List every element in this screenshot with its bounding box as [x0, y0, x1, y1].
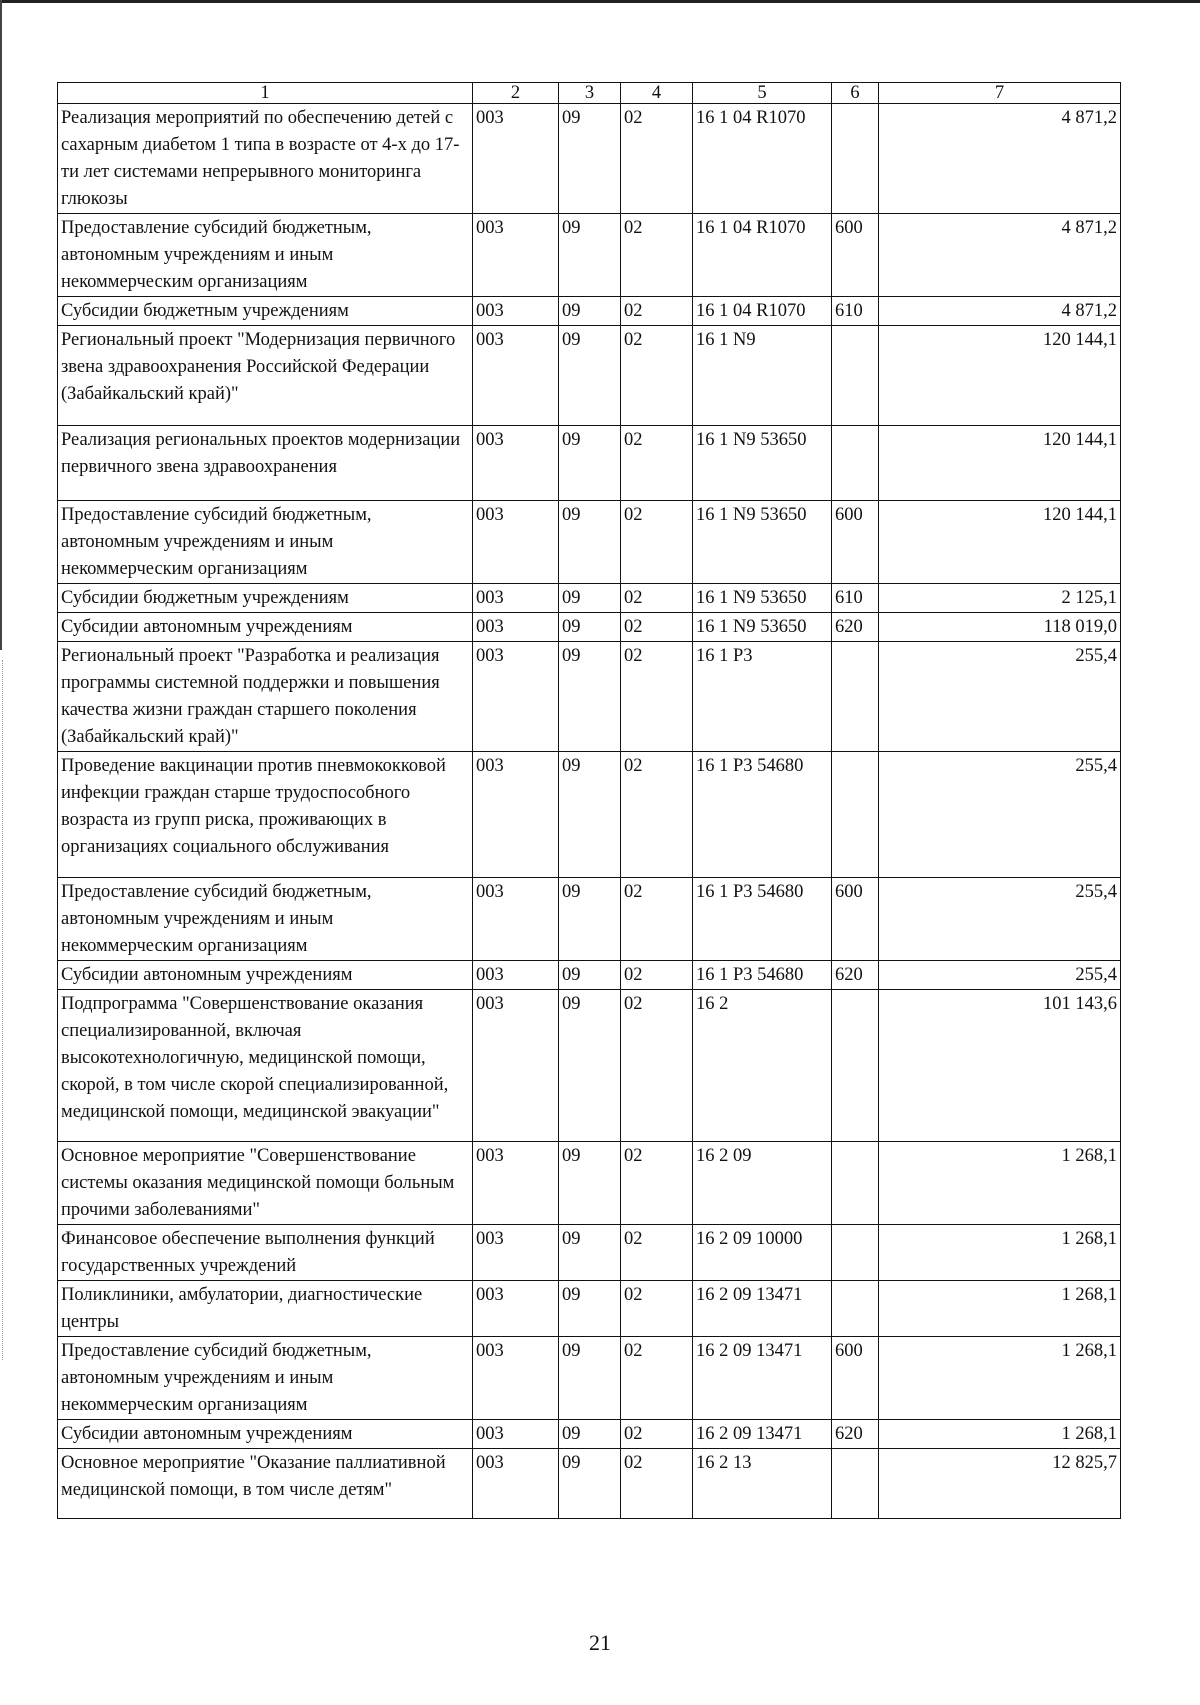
section-code-cell: 09: [559, 1281, 621, 1337]
activity-name-cell: Субсидии автономным учреждениям: [58, 613, 473, 642]
table-row: [58, 214, 1121, 297]
ministry-code-cell: 003: [473, 214, 559, 297]
expense-type-cell: [832, 1225, 879, 1281]
section-code-cell: 09: [559, 990, 621, 1142]
section-code-cell: 09: [559, 1449, 621, 1519]
subsection-code-cell: 02: [621, 326, 693, 426]
activity-name-cell: Финансовое обеспечение выполнения функций государственных учреждений: [58, 1225, 473, 1281]
section-code-cell: 09: [559, 584, 621, 613]
amount-cell: 120 144,1: [879, 426, 1121, 501]
expense-type-cell: [832, 1449, 879, 1519]
expense-type-cell: [832, 326, 879, 426]
expense-type-cell: 600: [832, 214, 879, 297]
section-code-cell: 09: [559, 642, 621, 752]
subsection-code-cell: 02: [621, 990, 693, 1142]
activity-name-cell: Субсидии бюджетным учреждениям: [58, 297, 473, 326]
subsection-code-cell: 02: [621, 297, 693, 326]
activity-name-cell: Субсидии автономным учреждениям: [58, 1420, 473, 1449]
ministry-code-cell: 003: [473, 426, 559, 501]
ministry-code-cell: 003: [473, 104, 559, 214]
table-row: [58, 1142, 1121, 1225]
amount-cell: 118 019,0: [879, 613, 1121, 642]
target-article-cell: 16 2 13: [693, 1449, 832, 1519]
table-row: [58, 501, 1121, 584]
table-row: [58, 1281, 1121, 1337]
target-article-cell: 16 2 09: [693, 1142, 832, 1225]
subsection-code-cell: 02: [621, 1449, 693, 1519]
amount-cell: 255,4: [879, 752, 1121, 878]
activity-name-cell: Реализация мероприятий по обеспечению детей с сахарным диабетом 1 типа в возрасте от 4-х до 17-ти лет системами непрерывного мониторинга глюкозы: [58, 104, 473, 214]
activity-name-cell: Субсидии автономным учреждениям: [58, 961, 473, 990]
activity-name-cell: Реализация региональных проектов модернизации первичного звена здравоохранения: [58, 426, 473, 501]
subsection-code-cell: 02: [621, 1142, 693, 1225]
target-article-cell: 16 1 N9 53650: [693, 501, 832, 584]
target-article-cell: 16 1 P3 54680: [693, 878, 832, 961]
expense-type-cell: 620: [832, 613, 879, 642]
table-row: [58, 297, 1121, 326]
amount-cell: 1 268,1: [879, 1142, 1121, 1225]
activity-name-cell: Субсидии бюджетным учреждениям: [58, 584, 473, 613]
section-code-cell: 09: [559, 878, 621, 961]
section-code-cell: 09: [559, 1142, 621, 1225]
target-article-cell: 16 1 N9 53650: [693, 426, 832, 501]
amount-cell: 120 144,1: [879, 501, 1121, 584]
table-row: [58, 584, 1121, 613]
amount-cell: 1 268,1: [879, 1225, 1121, 1281]
target-article-cell: 16 1 04 R1070: [693, 214, 832, 297]
activity-name-cell: Основное мероприятие "Оказание паллиативной медицинской помощи, в том числе детям": [58, 1449, 473, 1519]
expense-type-cell: [832, 642, 879, 752]
target-article-cell: 16 1 P3: [693, 642, 832, 752]
expense-type-cell: 610: [832, 297, 879, 326]
section-code-cell: 09: [559, 1337, 621, 1420]
amount-cell: 255,4: [879, 878, 1121, 961]
scan-left-edge: [0, 0, 2, 650]
ministry-code-cell: 003: [473, 1337, 559, 1420]
amount-cell: 4 871,2: [879, 297, 1121, 326]
amount-cell: 4 871,2: [879, 214, 1121, 297]
amount-cell: 101 143,6: [879, 990, 1121, 1142]
target-article-cell: 16 1 N9: [693, 326, 832, 426]
table-row: [58, 961, 1121, 990]
header-cell: 3: [559, 83, 621, 104]
table-row: [58, 752, 1121, 878]
ministry-code-cell: 003: [473, 642, 559, 752]
subsection-code-cell: 02: [621, 1225, 693, 1281]
amount-cell: 2 125,1: [879, 584, 1121, 613]
section-code-cell: 09: [559, 752, 621, 878]
amount-cell: 120 144,1: [879, 326, 1121, 426]
header-cell: 4: [621, 83, 693, 104]
ministry-code-cell: 003: [473, 501, 559, 584]
amount-cell: 12 825,7: [879, 1449, 1121, 1519]
subsection-code-cell: 02: [621, 642, 693, 752]
ministry-code-cell: 003: [473, 1281, 559, 1337]
table-row: [58, 1420, 1121, 1449]
subsection-code-cell: 02: [621, 878, 693, 961]
table-row: [58, 426, 1121, 501]
expense-type-cell: [832, 752, 879, 878]
table-row: [58, 1225, 1121, 1281]
section-code-cell: 09: [559, 1225, 621, 1281]
scan-left-dots: [2, 660, 3, 1360]
activity-name-cell: Проведение вакцинации против пневмококковой инфекции граждан старше трудоспособного возраста из групп риска, проживающих в организациях социального обслуживания: [58, 752, 473, 878]
header-cell: 5: [693, 83, 832, 104]
subsection-code-cell: 02: [621, 501, 693, 584]
header-row: [58, 83, 1121, 104]
ministry-code-cell: 003: [473, 878, 559, 961]
section-code-cell: 09: [559, 1420, 621, 1449]
ministry-code-cell: 003: [473, 297, 559, 326]
amount-cell: 4 871,2: [879, 104, 1121, 214]
ministry-code-cell: 003: [473, 1142, 559, 1225]
header-cell: 7: [879, 83, 1121, 104]
expense-type-cell: 600: [832, 878, 879, 961]
table-row: [58, 326, 1121, 426]
header-cell: 1: [58, 83, 473, 104]
amount-cell: 255,4: [879, 642, 1121, 752]
target-article-cell: 16 2 09 13471: [693, 1281, 832, 1337]
ministry-code-cell: 003: [473, 584, 559, 613]
section-code-cell: 09: [559, 613, 621, 642]
subsection-code-cell: 02: [621, 584, 693, 613]
expense-type-cell: 620: [832, 961, 879, 990]
amount-cell: 1 268,1: [879, 1281, 1121, 1337]
target-article-cell: 16 2 09 13471: [693, 1337, 832, 1420]
target-article-cell: 16 1 P3 54680: [693, 961, 832, 990]
activity-name-cell: Предоставление субсидий бюджетным, автономным учреждениям и иным некоммерческим организациям: [58, 214, 473, 297]
ministry-code-cell: 003: [473, 613, 559, 642]
expense-type-cell: 600: [832, 501, 879, 584]
scan-top-rule: [0, 0, 1200, 3]
expense-type-cell: 620: [832, 1420, 879, 1449]
amount-cell: 1 268,1: [879, 1337, 1121, 1420]
activity-name-cell: Поликлиники, амбулатории, диагностические центры: [58, 1281, 473, 1337]
expense-type-cell: [832, 426, 879, 501]
ministry-code-cell: 003: [473, 961, 559, 990]
section-code-cell: 09: [559, 104, 621, 214]
subsection-code-cell: 02: [621, 961, 693, 990]
activity-name-cell: Региональный проект "Модернизация первичного звена здравоохранения Российской Федерации (Забайкальский край)": [58, 326, 473, 426]
expense-type-cell: [832, 1142, 879, 1225]
subsection-code-cell: 02: [621, 1337, 693, 1420]
activity-name-cell: Подпрограмма "Совершенствование оказания специализированной, включая высокотехнологичную, медицинской помощи, скорой, в том числе скорой специализированной, медицинской помощи, медицинской эвакуации": [58, 990, 473, 1142]
expense-type-cell: 610: [832, 584, 879, 613]
table-row: [58, 1337, 1121, 1420]
ministry-code-cell: 003: [473, 326, 559, 426]
ministry-code-cell: 003: [473, 752, 559, 878]
section-code-cell: 09: [559, 426, 621, 501]
activity-name-cell: Предоставление субсидий бюджетным, автономным учреждениям и иным некоммерческим организациям: [58, 1337, 473, 1420]
subsection-code-cell: 02: [621, 104, 693, 214]
section-code-cell: 09: [559, 326, 621, 426]
header-cell: 6: [832, 83, 879, 104]
subsection-code-cell: 02: [621, 214, 693, 297]
table-row: [58, 613, 1121, 642]
expense-type-cell: [832, 1281, 879, 1337]
target-article-cell: 16 2: [693, 990, 832, 1142]
ministry-code-cell: 003: [473, 990, 559, 1142]
target-article-cell: 16 1 04 R1070: [693, 297, 832, 326]
table-row: [58, 990, 1121, 1142]
target-article-cell: 16 1 N9 53650: [693, 613, 832, 642]
page-number: 21: [589, 1630, 611, 1655]
expense-type-cell: 600: [832, 1337, 879, 1420]
activity-name-cell: Региональный проект "Разработка и реализация программы системной поддержки и повышения качества жизни граждан старшего поколения (Забайкальский край)": [58, 642, 473, 752]
ministry-code-cell: 003: [473, 1225, 559, 1281]
amount-cell: 1 268,1: [879, 1420, 1121, 1449]
table-row: [58, 642, 1121, 752]
table-row: [58, 104, 1121, 214]
table-row: [58, 1449, 1121, 1519]
activity-name-cell: Основное мероприятие "Совершенствование системы оказания медицинской помощи больным прочими заболеваниями": [58, 1142, 473, 1225]
target-article-cell: 16 2 09 13471: [693, 1420, 832, 1449]
header-cell: 2: [473, 83, 559, 104]
section-code-cell: 09: [559, 297, 621, 326]
budget-table-body: [58, 83, 1121, 1519]
section-code-cell: 09: [559, 961, 621, 990]
amount-cell: 255,4: [879, 961, 1121, 990]
section-code-cell: 09: [559, 501, 621, 584]
subsection-code-cell: 02: [621, 426, 693, 501]
expense-type-cell: [832, 104, 879, 214]
subsection-code-cell: 02: [621, 752, 693, 878]
ministry-code-cell: 003: [473, 1420, 559, 1449]
activity-name-cell: Предоставление субсидий бюджетным, автономным учреждениям и иным некоммерческим организациям: [58, 878, 473, 961]
activity-name-cell: Предоставление субсидий бюджетным, автономным учреждениям и иным некоммерческим организациям: [58, 501, 473, 584]
subsection-code-cell: 02: [621, 1420, 693, 1449]
ministry-code-cell: 003: [473, 1449, 559, 1519]
section-code-cell: 09: [559, 214, 621, 297]
target-article-cell: 16 2 09 10000: [693, 1225, 832, 1281]
subsection-code-cell: 02: [621, 613, 693, 642]
expense-type-cell: [832, 990, 879, 1142]
target-article-cell: 16 1 N9 53650: [693, 584, 832, 613]
target-article-cell: 16 1 P3 54680: [693, 752, 832, 878]
subsection-code-cell: 02: [621, 1281, 693, 1337]
target-article-cell: 16 1 04 R1070: [693, 104, 832, 214]
table-row: [58, 878, 1121, 961]
budget-table: [57, 82, 1121, 1519]
